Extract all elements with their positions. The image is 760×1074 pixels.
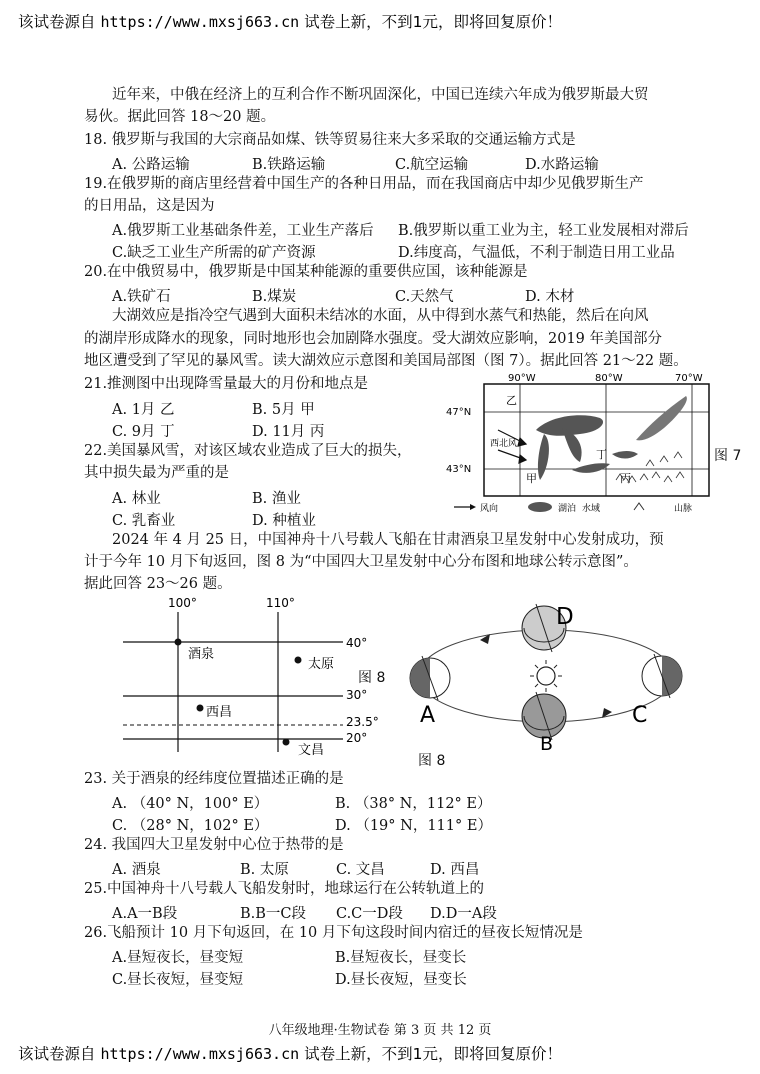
q23-option-a: A. （40° N，100° E） — [112, 796, 269, 812]
q25-stem: 25.中国神舟十八号载人飞船发射时，地球运行在公转轨道上的 — [84, 881, 485, 897]
fig8-lat-30: 30° — [346, 688, 368, 702]
fig7-legend-arrow-head — [470, 504, 476, 510]
q24-stem: 24. 我国四大卫星发射中心位于热带的是 — [84, 837, 344, 853]
fig8-site-xichang: 西昌 — [206, 705, 233, 720]
q23-option-c: C. （28° N，102° E） — [112, 818, 269, 834]
q18-stem: 18. 俄罗斯与我国的大宗商品如煤、铁等贸易往来大多采取的交通运输方式是 — [84, 132, 576, 148]
fig8-site-xichang-dot — [197, 705, 204, 712]
q24-option-d: D. 西昌 — [430, 862, 480, 878]
q24-option-b: B. 太原 — [240, 862, 289, 878]
fig8-lat-23-5: 23.5° — [346, 715, 379, 729]
q23-option-d: D. （19° N，111° E） — [335, 818, 492, 834]
fig8-lat-40: 40° — [346, 636, 368, 650]
q22-option-a: A. 林业 — [112, 491, 161, 507]
fig8-orbit-label-a: A — [420, 703, 436, 728]
fig7-place-yi: 乙 — [506, 394, 517, 407]
intro-21-22-line3: 地区遭受到了罕见的暴风雪。读大湖效应示意图和美国局部图（图 7）。据此回答 21～22 题。 — [84, 353, 688, 369]
fig7-legend-mountain-swatch — [634, 503, 644, 510]
q18-option-b: B.铁路运输 — [252, 157, 326, 173]
q23-stem: 23. 关于酒泉的经纬度位置描述正确的是 — [84, 771, 344, 787]
q19-option-b: B.俄罗斯以重工业为主，轻工业发展相对滞后 — [398, 223, 689, 239]
bottom-banner-suffix: 试卷上新，不到1元，即将回复原价！ — [304, 1045, 562, 1063]
fig7-legend-lake-swatch — [528, 502, 552, 512]
fig8-site-taiyuan: 太原 — [308, 657, 335, 672]
intro-18-20-line2: 易伙。据此回答 18～20 题。 — [84, 109, 276, 125]
fig8-sun — [537, 667, 555, 685]
bottom-banner-prefix: 该试卷源自 — [18, 1045, 96, 1063]
fig7-label: 图 7 — [714, 448, 742, 464]
q22-stem-line2: 其中损失最为严重的是 — [84, 465, 229, 481]
q18-option-a: A. 公路运输 — [112, 157, 190, 173]
bottom-banner-url[interactable]: https://www.mxsj663.cn — [100, 1045, 300, 1063]
fig7-place-ding: 丁 — [596, 448, 607, 461]
fig8-orbit-label-b: B — [540, 733, 554, 755]
fig8-lat-20: 20° — [346, 731, 368, 745]
fig8-site-jiuquan: 酒泉 — [188, 647, 215, 662]
top-banner — [18, 10, 562, 32]
fig7-lon-70w: 70°W — [675, 373, 703, 384]
fig7-wind-text: 西北风 — [490, 439, 518, 449]
q22-option-c: C. 乳畜业 — [112, 513, 176, 529]
fig8-label-left: 图 8 — [358, 670, 386, 686]
fig7-place-jia: 甲 — [526, 472, 537, 485]
banner-url[interactable]: https://www.mxsj663.cn — [100, 13, 300, 31]
fig8-earth-c-night — [662, 656, 682, 696]
q26-option-d: D.昼长夜短，昼变长 — [335, 972, 467, 988]
bottom-banner — [18, 1042, 562, 1064]
q22-stem-line1: 22.美国暴风雪，对该区域农业造成了巨大的损失， — [84, 443, 412, 459]
fig8-orbit-label-c: C — [632, 703, 648, 728]
fig7-legend-water: 水域 — [582, 504, 601, 514]
fig8-orbit-label-d: D — [556, 604, 574, 630]
q25-option-d: D.D一A段 — [430, 906, 497, 922]
q22-option-d: D. 种植业 — [252, 513, 316, 529]
q20-option-d: D. 木材 — [525, 289, 575, 305]
q25-option-c: C.C一D段 — [336, 906, 403, 922]
banner-prefix: 该试卷源自 — [18, 13, 96, 31]
q21-option-b: B. 5月 甲 — [252, 402, 315, 418]
fig7-lon-90w: 90°W — [508, 373, 536, 384]
fig8-site-wenchang-dot — [283, 739, 290, 746]
fig8-site-wenchang: 文昌 — [298, 743, 325, 758]
q19-option-d: D.纬度高，气温低，不利于制造日用工业品 — [398, 245, 675, 261]
q21-option-c: C. 9月 丁 — [112, 424, 175, 440]
q23-option-b: B. （38° N，112° E） — [335, 796, 492, 812]
q26-stem: 26.飞船预计 10 月下旬返回，在 10 月下旬这段时间内宿迁的昼夜长短情况是 — [84, 925, 583, 941]
fig7-lon-80w: 80°W — [595, 373, 623, 384]
intro-23-26-line1: 2024 年 4 月 25 日，中国神舟十八号载人飞船在甘肃酒泉卫星发射中心发射成功，预 — [112, 532, 664, 548]
q18-option-d: D.水路运输 — [525, 157, 599, 173]
fig7-legend-wind: 风向 — [480, 504, 499, 514]
q20-stem: 20.在中俄贸易中，俄罗斯是中国某种能源的重要供应国，该种能源是 — [84, 264, 528, 280]
fig7-legend-lake: 湖泊 — [558, 504, 577, 514]
q21-option-a: A. 1月 乙 — [112, 402, 175, 418]
intro-23-26-line2: 计于今年 10 月下旬返回，图 8 为“中国四大卫星发射中心分布图和地球公转示意图”。 — [84, 554, 638, 570]
q20-option-b: B.煤炭 — [252, 289, 297, 305]
fig7-place-bing: 丙 — [620, 472, 631, 485]
q20-option-a: A.铁矿石 — [112, 289, 171, 305]
q20-option-c: C.天然气 — [395, 289, 454, 305]
q24-option-c: C. 文昌 — [336, 862, 385, 878]
q24-option-a: A. 酒泉 — [112, 862, 161, 878]
fig8-earth-a-night — [410, 658, 430, 698]
fig8-label-right: 图 8 — [418, 753, 446, 769]
fig8-site-jiuquan-dot — [175, 639, 182, 646]
q19-option-c: C.缺乏工业生产所需的矿产资源 — [112, 245, 316, 261]
q25-option-a: A.A一B段 — [112, 906, 178, 922]
fig7-lat-43n: 43°N — [446, 464, 472, 475]
intro-21-22-line2: 的湖岸形成降水的现象，同时地形也会加剧降水强度。受大湖效应影响，2019 年美国部分 — [84, 331, 663, 347]
q19-stem-line2: 的日用品，这是因为 — [84, 198, 215, 214]
q21-option-d: D. 11月 丙 — [252, 424, 325, 440]
fig8-lon-110: 110° — [266, 596, 295, 610]
intro-18-20-line1: 近年来，中俄在经济上的互利合作不断巩固深化，中国已连续六年成为俄罗斯最大贸 — [112, 87, 649, 103]
q22-option-b: B. 渔业 — [252, 491, 301, 507]
page-footer: 八年级地理·生物试卷 第 3 页 共 12 页 — [268, 1023, 492, 1038]
figure-7-map — [440, 370, 710, 520]
fig7-lat-47n: 47°N — [446, 407, 472, 418]
q26-option-a: A.昼短夜长，昼变短 — [112, 950, 244, 966]
q25-option-b: B.B一C段 — [240, 906, 307, 922]
q26-option-b: B.昼短夜长，昼变长 — [335, 950, 467, 966]
q19-stem-line1: 19.在俄罗斯的商店里经营着中国生产的各种日用品，而在我国商店中却少见俄罗斯生产 — [84, 176, 644, 192]
intro-21-22-line1: 大湖效应是指冷空气遇到大面积未结冰的水面，从中得到水蒸气和热能，然后在向风 — [112, 308, 649, 324]
q26-option-c: C.昼长夜短，昼变短 — [112, 972, 244, 988]
q21-stem: 21.推测图中出现降雪量最大的月份和地点是 — [84, 376, 369, 392]
fig7-legend-mountain: 山脉 — [674, 504, 693, 514]
fig8-site-taiyuan-dot — [295, 657, 302, 664]
figure-8-launch-map — [118, 592, 388, 762]
q18-option-c: C.航空运输 — [395, 157, 469, 173]
fig8-lon-100: 100° — [168, 596, 197, 610]
banner-suffix: 试卷上新，不到1元，即将回复原价！ — [304, 13, 562, 31]
intro-23-26-line3: 据此回答 23～26 题。 — [84, 576, 232, 592]
q19-option-a: A.俄罗斯工业基础条件差，工业生产落后 — [112, 223, 374, 239]
figure-8-orbit-diagram — [400, 598, 700, 758]
